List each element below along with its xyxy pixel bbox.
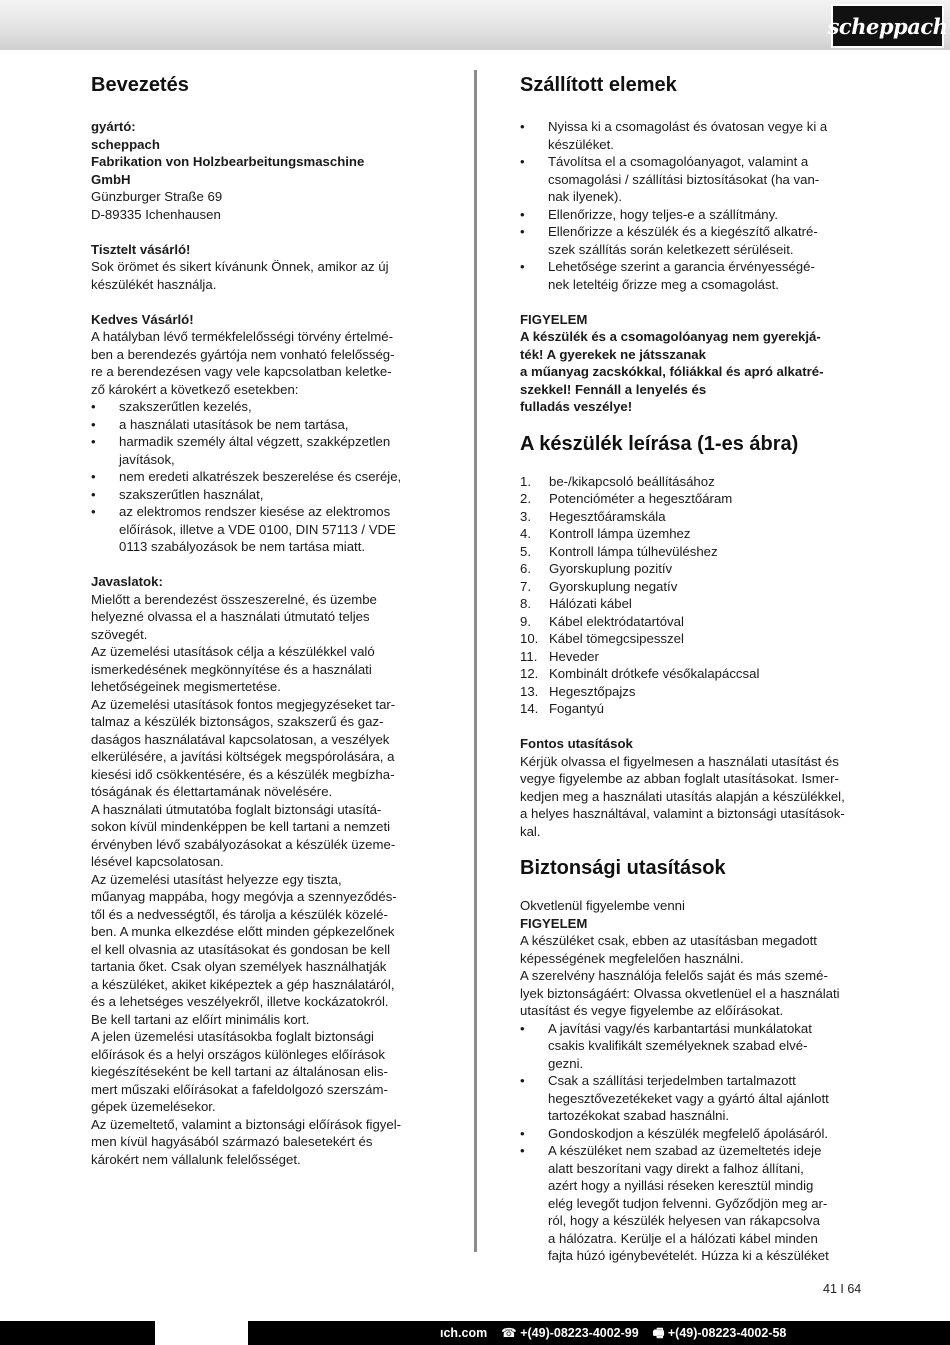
part-number: 9. <box>520 613 531 629</box>
addr-line: D-89335 Ichenhausen <box>91 206 221 222</box>
safety-list <box>520 1020 865 1265</box>
item-line: elég levegőt tudjon felvenni. Győződjön meg ar- <box>548 1195 828 1211</box>
text-line: Az üzemelési utasítást helyezze egy tiszta, <box>91 871 342 887</box>
item-line: • Távolítsa el a csomagolóanyagot, valamint a <box>548 154 809 169</box>
item-line: • szakszerűtlen kezelés, <box>119 399 252 414</box>
addr-line: Günzburger Straße 69 <box>91 189 223 204</box>
list-item <box>520 153 865 206</box>
text-line: a készüléket, akiket kiképeztek a gép használatáról, <box>91 976 395 992</box>
supplied-list <box>520 118 865 293</box>
text-line: daságos használatával kapcsolatosan, a veszélyek <box>91 731 390 747</box>
list-item <box>520 223 865 258</box>
text-line: el kell olvasnia az utasításokat és gondosan be kell <box>91 941 391 957</box>
text-line: utasítást és vegye figyelembe az előírásokat. <box>520 1003 784 1018</box>
text-line: ben. A munka elkezdése előtt minden gépkezelőnek <box>91 924 395 939</box>
text-line: men kívül hagyásából származó balesetekért és <box>91 1134 373 1149</box>
text-line: mert műszaki előírásokat a fafeldolgozó szerszám- <box>91 1081 388 1097</box>
parts-list <box>520 473 865 718</box>
part-number: 7. <box>520 578 531 594</box>
heading-supplied-items: Szállított elemek <box>520 74 677 96</box>
text-line: kal. <box>520 823 541 839</box>
part-item <box>520 595 865 613</box>
text-line: A készülék és a csomagolóanyag nem gyerekjá- <box>520 329 821 344</box>
manufacturer-address <box>91 188 439 223</box>
list-item <box>520 206 865 224</box>
text-line: a helyes használtával, valamint a biztonsági utasítások- <box>520 806 845 821</box>
item-line: • szakszerűtlen használat, <box>119 486 264 502</box>
text-line: től és a nedvességtől, és tárolja a készülék közelé- <box>91 906 388 922</box>
part-number: 12. <box>520 666 539 681</box>
liability-list <box>91 398 439 556</box>
item-line: • harmadik személy által végzett, szakképzetlen <box>119 434 391 449</box>
dear-title: Kedves Vásárló! <box>91 311 194 327</box>
item-line: szek szállítás során keletkezett sérüléseit. <box>548 241 794 257</box>
text-line: A hatályban lévő termékfelelősségi törvény értelmé- <box>91 329 393 344</box>
text-line: szekkel! Fennáll a lenyelés és <box>520 381 707 397</box>
manufacturer-bold <box>91 118 439 188</box>
item-line: készüléket. <box>548 136 614 152</box>
part-label: Kontroll lámpa üzemhez <box>549 526 691 541</box>
list-item <box>91 486 439 504</box>
part-label: be-/kikapcsoló beállításához <box>549 473 715 489</box>
text-line: Az üzemeltető, valamint a biztonsági előírások figyel- <box>91 1116 402 1132</box>
part-item <box>520 560 865 578</box>
footer-fax: 🖷 +(49)-08223-4002-58 <box>652 1326 787 1340</box>
item-line: alatt beszorítani vagy direkt a falhoz állítani, <box>548 1160 804 1176</box>
item-line: ról, hogy a készülék helyesen van rákapcsolva <box>548 1213 820 1228</box>
text-line: ző károkért a következő esetekben: <box>91 381 299 397</box>
heading-safety: Biztonsági utasítások <box>520 857 726 879</box>
text-line: Az üzemelési utasítások célja a készülékkel való <box>91 644 375 659</box>
part-item <box>520 630 865 648</box>
mfr-line: Fabrikation von Holzbearbeitungsmaschine <box>91 154 365 169</box>
text-line: gépek üzemelésekor. <box>91 1099 216 1114</box>
part-label: Hegesztőáramskála <box>549 508 666 524</box>
text-line: A szerelvény használója felelős saját és más szemé- <box>520 968 828 983</box>
list-item <box>91 433 439 468</box>
part-item <box>520 525 865 543</box>
heading-device-description: A készülék leírása (1-es ábra) <box>520 432 799 455</box>
scheppach-logo <box>827 4 948 48</box>
important-title: Fontos utasítások <box>520 736 633 751</box>
item-line: • A készüléket nem szabad az üzemeltetés ideje <box>548 1143 822 1158</box>
text-line: Mielőtt a berendezést összeszerelné, és üzembe <box>91 591 377 607</box>
list-item <box>520 1142 865 1265</box>
text-line: kedjen meg a használati utasítás alapján a készülékkel, <box>520 788 845 804</box>
mfr-line: GmbH <box>91 171 131 187</box>
part-item <box>520 648 865 666</box>
text-line: kiegészítéseként be kell tartani az általánosan elis- <box>91 1064 388 1079</box>
text-line: képességének megfelelően használni. <box>520 950 744 966</box>
list-item <box>520 118 865 153</box>
warning-text <box>520 328 865 416</box>
item-line: • nem eredeti alkatrészek beszerelése és cseréje, <box>119 469 402 484</box>
part-number: 10. <box>520 631 539 646</box>
text-line: sokon kívül mindenképpen be kell tartani a nemzeti <box>91 819 391 834</box>
list-item <box>520 1125 865 1143</box>
footer-phone: ☎ +(49)-08223-4002-99 <box>501 1326 639 1340</box>
item-line: előírások, illetve a VDE 0100, DIN 57113 / VDE <box>119 521 396 537</box>
item-line: 0113 szabályozások be nem tartása miatt. <box>119 539 366 554</box>
part-label: Hálózati kábel <box>549 596 632 611</box>
part-label: Gyorskuplung negatív <box>549 578 678 594</box>
text-line: lehetőségeinek megismertetése. <box>91 679 281 694</box>
recommend-text <box>91 591 439 1169</box>
right-column <box>520 60 865 1265</box>
part-item <box>520 683 865 701</box>
footer-bar <box>0 1321 950 1345</box>
item-line: • Ellenőrizze a készülék és a kiegészítő alkatré- <box>548 224 818 239</box>
part-number: 2. <box>520 491 531 506</box>
text-line: A készüléket csak, ebben az utasításban megadott <box>520 933 817 948</box>
text-line: Sok örömet és sikert kívánunk Önnek, amikor az új <box>91 259 389 274</box>
logo-text: scheppach <box>827 13 948 39</box>
safety-intro: Okvetlenül figyelembe venni <box>520 898 685 913</box>
item-line: tartozékokat szabad használni. <box>548 1108 730 1123</box>
part-label: Kombinált drótkefe vésőkalapáccsal <box>549 666 760 681</box>
text-line: A jelen üzemelési utasításokba foglalt biztonsági <box>91 1029 374 1044</box>
recommend-title: Javaslatok: <box>91 574 163 589</box>
item-line: • a használati utasítások be nem tartása, <box>119 416 349 432</box>
list-item <box>91 468 439 486</box>
part-number: 11. <box>520 648 538 664</box>
part-label: Kábel tömegcsipesszel <box>549 631 684 646</box>
part-label: Heveder <box>549 648 599 664</box>
text-line: elkerülésére, a javítási költségek megspórolására, a <box>91 749 395 764</box>
part-item <box>520 490 865 508</box>
text-line: tóságának és élettartamának növelésére. <box>91 784 333 799</box>
part-item <box>520 665 865 683</box>
part-item <box>520 700 865 718</box>
item-line: javítások, <box>119 451 175 467</box>
item-line: hegesztővezetékeket vagy a gyártó által ajánlott <box>548 1090 829 1106</box>
text-line: ismerkedésének megkönnyítése és a használati <box>91 661 372 677</box>
text-line: A használati útmutatóba foglalt biztonsági utasítá- <box>91 801 382 817</box>
list-item <box>520 258 865 293</box>
left-column <box>91 60 439 1168</box>
text-line: helyezné olvassa el a használati útmutató teljes <box>91 609 370 624</box>
text-line: fulladás veszélye! <box>520 399 633 414</box>
text-line: érvényben lévő szabályozásokat a készülék üzeme- <box>91 836 396 852</box>
important-text <box>520 753 865 841</box>
part-number: 13. <box>520 683 539 699</box>
text-line: károkért nem vállalunk felelősséget. <box>91 1151 301 1167</box>
part-item <box>520 508 865 526</box>
part-label: Fogantyú <box>549 701 604 716</box>
part-item <box>520 613 865 631</box>
part-number: 6. <box>520 561 531 576</box>
text-line: ben a berendezés gyártója nem vonható felelősség- <box>91 346 395 362</box>
text-line: készülékét használja. <box>91 276 217 292</box>
text-line: előírások és a helyi országos különleges előírások <box>91 1046 385 1062</box>
text-line: lyek biztonságáért: Olvassa okvetlenüel el a használati <box>520 985 840 1001</box>
part-item <box>520 543 865 561</box>
list-item <box>520 1072 865 1125</box>
mfr-line: gyártó: <box>91 119 136 134</box>
part-label: Hegesztőpajzs <box>549 683 636 699</box>
text-line: lésével kapcsolatosan. <box>91 854 224 869</box>
part-number: 3. <box>520 508 531 524</box>
column-divider <box>474 70 477 1252</box>
text-line: re a berendezésen vagy vele kapcsolatban keletke- <box>91 364 392 379</box>
part-number: 5. <box>520 543 531 559</box>
list-item <box>91 416 439 434</box>
part-item <box>520 578 865 596</box>
text-line: Az üzemelési utasítások fontos megjegyzéseket tar- <box>91 696 396 712</box>
list-item <box>520 1020 865 1073</box>
part-number: 1. <box>520 473 531 489</box>
item-line: • Ellenőrizze, hogy teljes-e a szállítmány. <box>548 206 778 222</box>
page-number: 41 I 64 <box>823 1282 862 1296</box>
part-label: Kábel elektródatartóval <box>549 613 684 629</box>
item-line: • Nyissa ki a csomagolást és óvatosan vegye ki a <box>548 119 828 134</box>
item-line: • Gondoskodjon a készülék megfelelő ápolásáról. <box>548 1125 829 1141</box>
item-line: nek leteltéig őrizze meg a csomagolást. <box>548 276 779 292</box>
part-label: Gyorskuplung pozitív <box>549 561 673 576</box>
part-number: 14. <box>520 701 539 716</box>
warning-title: FIGYELEM <box>520 311 588 327</box>
text-line: szövegét. <box>91 626 148 642</box>
item-line: • Lehetősége szerint a garancia érvényességé- <box>548 259 815 274</box>
item-line: a hálózatra. Kerülje el a hálózati kábel minden <box>548 1230 818 1246</box>
part-label: Kontroll lámpa túlhevüléshez <box>549 543 718 559</box>
list-item <box>91 503 439 556</box>
item-line: csakis kvalifikált személyeknek szabad elvé- <box>548 1038 808 1053</box>
greeting-title: Tisztelt vásárló! <box>91 241 191 257</box>
text-line: tartania őket. Csak olyan személyek használhatják <box>91 959 387 974</box>
text-line: és a lehetséges veszélyekről, illetve kockázatokról. <box>91 994 389 1009</box>
text-line: műanyag mappába, hogy megóvja a szennyeződés- <box>91 889 397 904</box>
text-line: Kérjük olvassa el figyelmesen a használati utasítást és <box>520 753 839 769</box>
mfr-line: scheppach <box>91 136 160 152</box>
part-number: 4. <box>520 526 531 541</box>
part-label: Potencióméter a hegesztőáram <box>549 491 733 506</box>
footer-contact <box>440 1324 786 1345</box>
liability-text <box>91 328 439 398</box>
text-line: vegye figyelembe az abban foglalt utasításokat. Ismer- <box>520 771 839 786</box>
part-number: 8. <box>520 596 531 611</box>
item-line: • az elektromos rendszer kiesése az elektromos <box>119 504 391 519</box>
part-item <box>520 473 865 491</box>
item-line: • Csak a szállítási terjedelmben tartalmazott <box>548 1073 796 1088</box>
text-line: talmaz a készülék biztonságos, szakszerű és gaz- <box>91 714 384 729</box>
heading-introduction: Bevezetés <box>91 74 189 96</box>
text-line: a műanyag zacskókkal, fóliákkal és apró alkatré- <box>520 364 824 379</box>
footer-gap <box>155 1321 248 1345</box>
item-line: csomagolási / szállítási biztosításokat (ha van- <box>548 171 820 187</box>
greeting-text <box>91 258 439 293</box>
safety-warning: FIGYELEM <box>520 915 588 931</box>
text-line: Be kell tartani az előírt minimális kort. <box>91 1011 310 1027</box>
footer-site: ıch.com <box>440 1326 488 1340</box>
safety-text <box>520 932 865 1020</box>
item-line: • A javítási vagy/és karbantartási munkálatokat <box>548 1020 812 1036</box>
item-line: nak ilyenek). <box>548 189 623 204</box>
item-line: azért hogy a nyillási réseken keresztül mindig <box>548 1178 814 1193</box>
text-line: ték! A gyerekek ne játsszanak <box>520 346 706 362</box>
header-bar <box>0 0 950 50</box>
item-line: gezni. <box>548 1055 584 1071</box>
item-line: fajta húzó igénybevételét. Húzza ki a készüléket <box>548 1248 829 1263</box>
list-item <box>91 398 439 416</box>
text-line: kiesési idő csökkentésére, és a készülék megbízha- <box>91 766 395 782</box>
